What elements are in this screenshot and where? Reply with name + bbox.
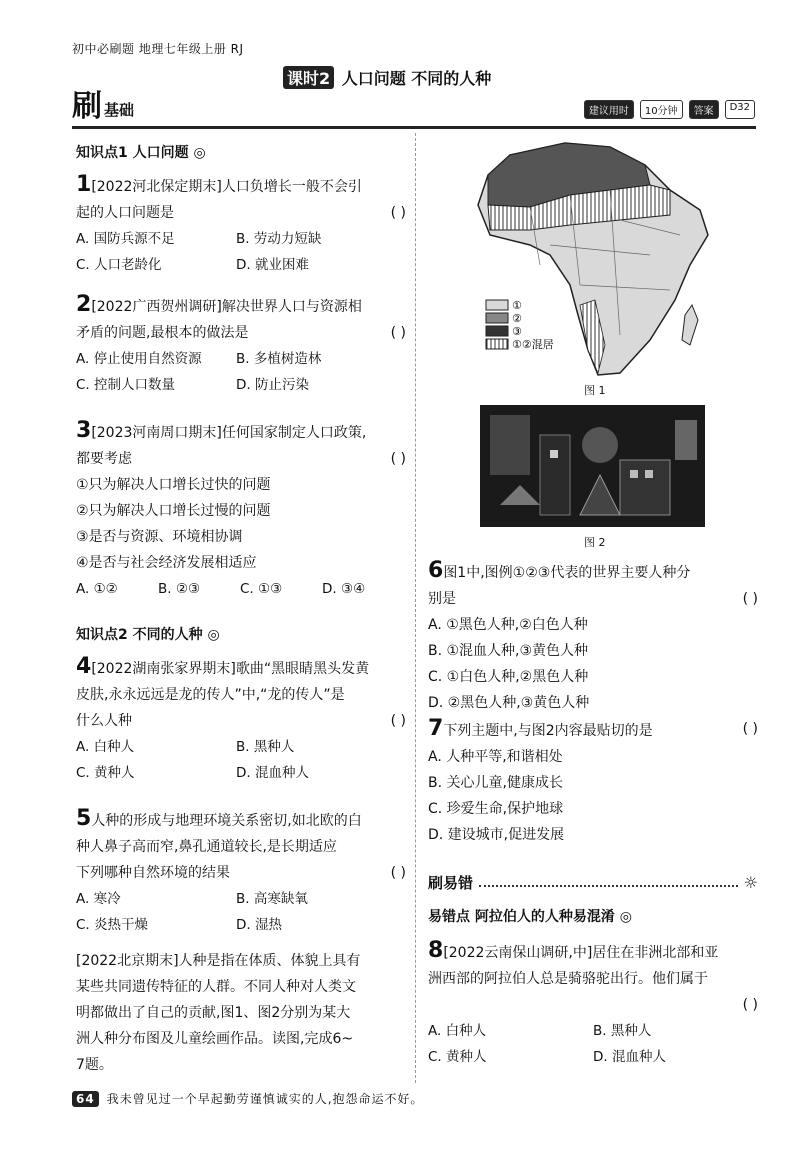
q5-number: 5 [76,806,92,831]
q4-option-b[interactable]: B. 黑种人 [236,739,295,755]
q5-text-3: 下列哪种自然环境的结果 [76,865,230,881]
q1-text-1: [2022河北保定期末]人口负增长一般不会引 [91,179,362,195]
q8-option-d[interactable]: D. 混血种人 [593,1049,666,1065]
q1-answer-paren[interactable]: ( ) [390,205,406,221]
legend-3: ③ [512,325,522,338]
question-6 [428,558,758,716]
q8-text-1: [2022云南保山调研,中]居住在非洲北部和亚 [443,945,719,961]
error-section-title: 刷易错 [428,874,474,892]
q3-statement-1: ①只为解决人口增长过快的问题 [76,477,271,493]
question-3 [76,418,406,602]
q4-text-1: [2022湖南张家界期末]歌曲“黑眼睛黑头发黄 [91,661,370,677]
q6-option-a[interactable]: A. ①黑色人种,②白色人种 [428,617,588,633]
q7-option-d[interactable]: D. 建设城市,促进发展 [428,827,565,843]
lesson-badge: 课时2 [283,66,334,89]
q5-answer-paren[interactable]: ( ) [390,865,406,881]
answer-value: D32 [725,100,755,119]
target-icon: ◎ [619,909,632,925]
figure-1-caption: 图 1 [584,384,606,397]
kp2-text: 知识点2 不同的人种 [76,627,203,643]
q2-number: 2 [76,292,92,317]
q1-option-c[interactable]: C. 人口老龄化 [76,257,162,273]
sun-icon: ☼ [743,873,758,892]
question-2 [76,292,406,398]
q8-option-b[interactable]: B. 黑种人 [593,1023,652,1039]
q6-option-b[interactable]: B. ①混血人种,③黄色人种 [428,643,589,659]
q3-statement-4: ④是否与社会经济发展相适应 [76,555,257,571]
q2-option-b[interactable]: B. 多植树造林 [236,351,322,367]
q4-option-c[interactable]: C. 黄种人 [76,765,135,781]
q1-option-b[interactable]: B. 劳动力短缺 [236,231,322,247]
lesson-title [283,66,491,89]
q3-statement-3: ③是否与资源、环境相协调 [76,529,243,545]
q3-text-2: 都要考虑 [76,451,132,467]
q2-option-c[interactable]: C. 控制人口数量 [76,377,176,393]
q7-answer-paren[interactable]: ( ) [742,721,758,737]
figure-1-africa-map [470,135,730,380]
error-point [428,906,758,926]
q3-answer-paren[interactable]: ( ) [390,451,406,467]
page-number: 64 [72,1091,99,1107]
q6-option-c[interactable]: C. ①白色人种,②黑色人种 [428,669,589,685]
question-1 [76,172,406,278]
time-answer-box [584,100,755,119]
q3-option-d[interactable]: D. ③④ [322,581,366,597]
q7-option-a[interactable]: A. 人种平等,和谐相处 [428,749,563,765]
q2-text-1: [2022广西贺州调研]解决世界人口与资源相 [91,299,362,315]
passage-line-2: 某些共同遗传特征的人群。不同人种对人类文 [76,979,356,995]
question-5 [76,806,406,938]
target-icon: ◎ [193,145,206,161]
q2-option-a[interactable]: A. 停止使用自然资源 [76,351,202,367]
q7-option-c[interactable]: C. 珍爱生命,保护地球 [428,801,564,817]
time-value: 10分钟 [640,100,683,119]
q6-number: 6 [428,558,444,583]
error-section-heading [428,872,758,893]
q5-option-a[interactable]: A. 寒冷 [76,891,121,907]
q7-text-1: 下列主题中,与图2内容最贴切的是 [443,723,653,739]
knowledge-point-2 [76,624,406,644]
section-sub: 基础 [104,101,135,119]
q4-text-2: 皮肤,永永远远是龙的传人”中,“龙的传人”是 [76,687,345,703]
q6-text-1: 图1中,图例①②③代表的世界主要人种分 [443,565,691,581]
section-rule [72,126,756,129]
passage-line-3: 明都做出了自己的贡献,图1、图2分别为某大 [76,1005,351,1021]
lesson-title-text: 人口问题 不同的人种 [341,69,492,88]
q3-number: 3 [76,418,92,443]
legend-1: ① [512,299,522,312]
figure-2-caption: 图 2 [584,536,606,549]
figure-2-children-painting [480,405,705,527]
q8-option-a[interactable]: A. 白种人 [428,1023,487,1039]
passage-line-1: [2022北京期末]人种是指在体质、体貌上具有 [76,953,361,969]
q4-answer-paren[interactable]: ( ) [390,713,406,729]
q5-option-d[interactable]: D. 湿热 [236,917,282,933]
target-icon: ◎ [207,627,220,643]
passage-line-4: 洲人种分布图及儿童绘画作品。读图,完成6~ [76,1031,354,1047]
q1-option-d[interactable]: D. 就业困难 [236,257,309,273]
q4-text-3: 什么人种 [76,713,132,729]
error-point-text: 易错点 阿拉伯人的人种易混淆 [428,909,615,925]
q5-text-2: 种人鼻子高而窄,鼻孔通道较长,是长期适应 [76,839,337,855]
q3-option-c[interactable]: C. ①③ [240,581,283,597]
q4-option-d[interactable]: D. 混血种人 [236,765,309,781]
q1-number: 1 [76,172,92,197]
q3-statement-2: ②只为解决人口增长过慢的问题 [76,503,271,519]
q5-option-c[interactable]: C. 炎热干燥 [76,917,149,933]
q8-option-c[interactable]: C. 黄种人 [428,1049,487,1065]
q6-answer-paren[interactable]: ( ) [742,591,758,607]
q7-option-b[interactable]: B. 关心儿童,健康成长 [428,775,563,791]
q5-option-b[interactable]: B. 高寒缺氧 [236,891,308,907]
q4-number: 4 [76,654,92,679]
q2-text-2: 矛盾的问题,最根本的做法是 [76,325,249,341]
column-divider [415,133,416,1083]
q6-option-d[interactable]: D. ②黑色人种,③黄色人种 [428,695,590,711]
q2-answer-paren[interactable]: ( ) [390,325,406,341]
reading-passage [76,948,406,1078]
q8-number: 8 [428,938,444,963]
q3-option-a[interactable]: A. ①② [76,581,118,597]
page-footer [72,1090,424,1107]
series-header: 初中必刷题 地理七年级上册 RJ [72,42,244,56]
passage-line-5: 7题。 [76,1057,113,1073]
q8-answer-paren[interactable]: ( ) [742,997,758,1013]
q1-text-2: 起的人口问题是 [76,205,174,221]
q5-text-1: 人种的形成与地理环境关系密切,如北欧的白 [91,813,362,829]
map-legend [486,299,554,351]
q1-option-a[interactable]: A. 国防兵源不足 [76,231,175,247]
q8-text-2: 洲西部的阿拉伯人总是骑骆驼出行。他们属于 [428,971,708,987]
q7-number: 7 [428,716,444,741]
section-big-char: 刷 [72,89,102,124]
legend-4: ①②混居 [512,338,554,351]
dotted-line [479,879,738,887]
time-label: 建议用时 [584,100,634,119]
answer-label: 答案 [689,100,719,119]
q3-text-1: [2023河南周口期末]任何国家制定人口政策, [91,425,367,441]
question-4 [76,654,406,786]
section-heading [72,89,135,124]
question-7 [428,716,758,848]
q2-option-d[interactable]: D. 防止污染 [236,377,309,393]
knowledge-point-1 [76,142,406,162]
madagascar [682,305,698,345]
q4-option-a[interactable]: A. 白种人 [76,739,135,755]
kp1-text: 知识点1 人口问题 [76,145,189,161]
legend-2: ② [512,312,522,325]
footer-quote: 我未曾见过一个早起勤劳谨慎诚实的人,抱怨命运不好。 [106,1092,424,1106]
q6-text-2: 别是 [428,591,456,607]
question-8 [428,938,758,1070]
q3-option-b[interactable]: B. ②③ [158,581,201,597]
